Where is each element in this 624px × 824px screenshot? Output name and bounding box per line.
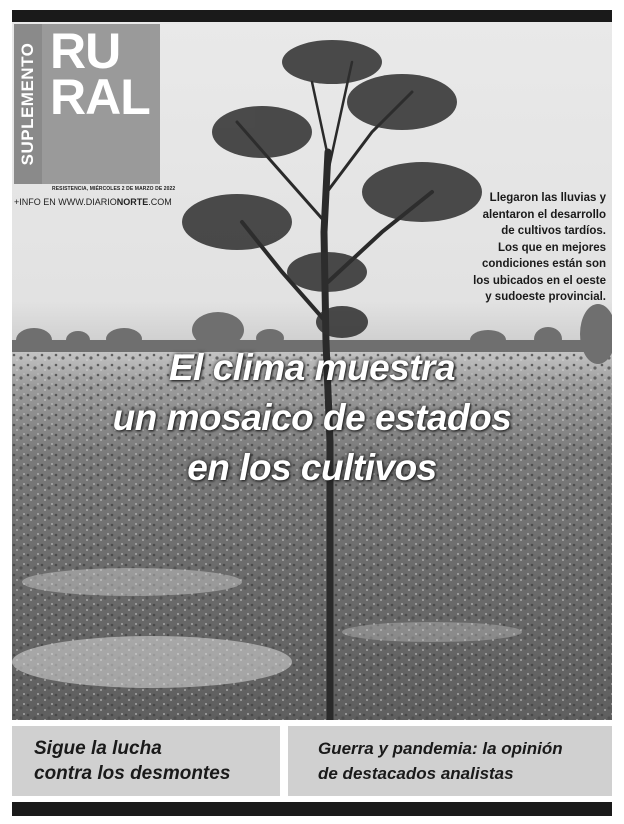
website-suffix: .COM xyxy=(148,197,172,207)
website-prefix: +INFO EN WWW.DIARIO xyxy=(14,197,117,207)
bottom-rule xyxy=(12,802,612,816)
teaser-line: Sigue la lucha xyxy=(34,738,162,759)
top-rule xyxy=(12,10,612,22)
website-brand: NORTE xyxy=(116,197,149,207)
intro-line: y sudoeste provincial. xyxy=(485,291,606,303)
teaser-line: de destacados analistas xyxy=(318,764,514,783)
main-headline xyxy=(30,343,594,493)
teaser-box-desmontes xyxy=(12,726,280,796)
masthead-title xyxy=(50,23,158,125)
headline-line: en los cultivos xyxy=(187,447,437,488)
supplement-masthead xyxy=(14,24,160,184)
masthead-vertical-label: SUPLEMENTO xyxy=(18,42,37,166)
teaser-box-guerra-pandemia xyxy=(288,726,612,796)
website-line xyxy=(14,197,172,207)
masthead-vertical-strip xyxy=(14,24,42,184)
teaser-headline xyxy=(318,736,604,786)
intro-line: alentaron el desarrollo xyxy=(482,208,606,221)
masthead-title-line: RU xyxy=(50,23,121,79)
dateline: RESISTENCIA, MIÉRCOLES 2 DE MARZO DE 2022 xyxy=(52,186,176,192)
intro-line: Los que en mejores xyxy=(497,241,606,254)
intro-line: de cultivos tardíos. xyxy=(501,225,606,237)
teaser-line: Guerra y pandemia: la opinión xyxy=(318,739,563,758)
intro-line: condiciones están son xyxy=(482,258,606,270)
intro-text xyxy=(416,190,606,306)
headline-line: un mosaico de estados xyxy=(112,397,512,438)
masthead-title-line: RAL xyxy=(50,69,150,125)
teaser-line: contra los desmontes xyxy=(34,763,231,784)
headline-line: El clima muestra xyxy=(168,347,456,388)
intro-line: los ubicados en el oeste xyxy=(473,274,606,287)
teaser-headline xyxy=(34,736,272,786)
intro-line: Llegaron las lluvias y xyxy=(489,192,606,204)
